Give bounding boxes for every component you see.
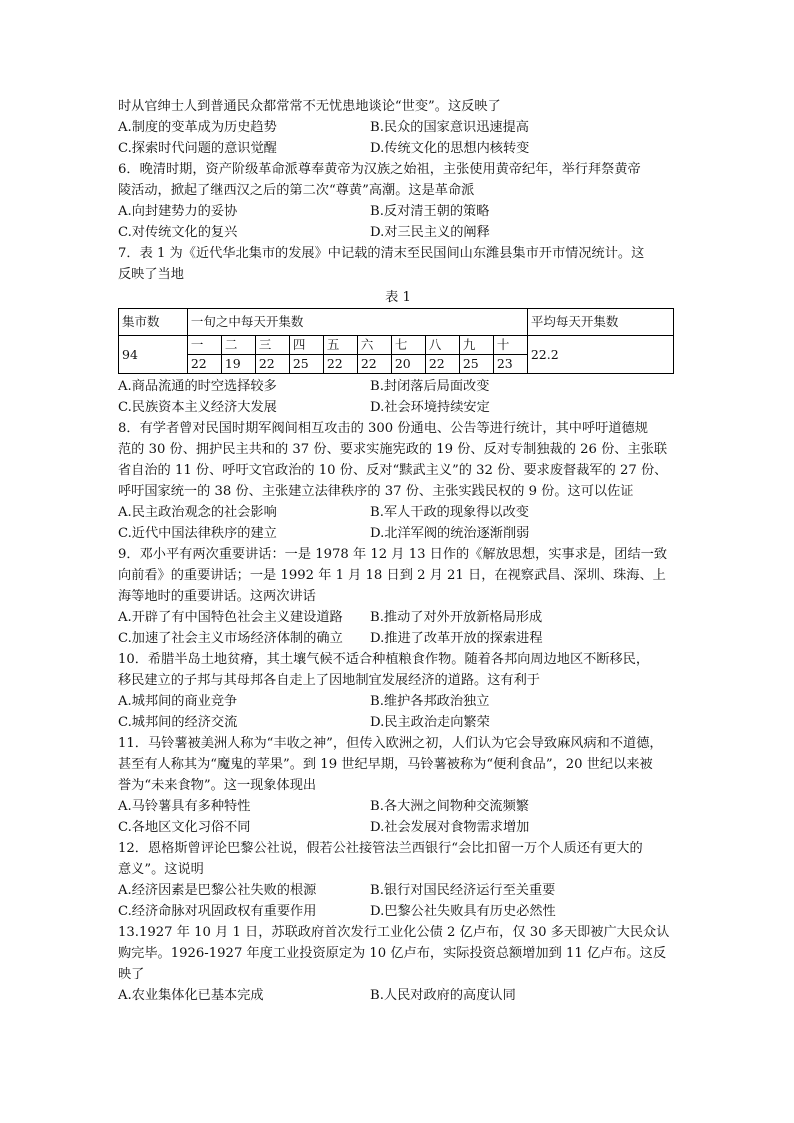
q12-option-d: D.巴黎公社失败具有历史必然性 [370, 904, 556, 919]
q7-option-b: B.封闭落后局面改变 [370, 379, 490, 394]
q13-stem-line2: 购完毕。1926-1927 年度工业投资原定为 10 亿卢布，实际投资总额增加到 11 亿卢布。这反 [118, 946, 667, 961]
q11-options-row2 [118, 817, 678, 838]
q7-option-a: A.商品流通的时空选择较多 [118, 379, 277, 394]
q5-stem: 时从官绅士人到普通民众都常常不无忧患地谈论“世变”。这反映了 [118, 99, 501, 114]
q8-option-b: B.军人干政的现象得以改变 [370, 505, 529, 520]
q10-option-d: D.民主政治走向繁荣 [370, 715, 490, 730]
q13-stem-line3: 映了 [118, 967, 145, 982]
q9-stem-line1: 9．邓小平有两次重要讲话：一是 1978 年 12 月 13 日作的《解放思想，实事求是，团结一致 [118, 547, 668, 562]
q11-option-a: A.马铃薯具有多种特性 [118, 799, 251, 814]
q8-stem-line1: 8．有学者曾对民国时期军阀间相互攻击的 300 份通电、公告等进行统计，其中呼吁道德规 [118, 421, 648, 436]
q6-options-row2 [118, 222, 678, 243]
q8-options-row1 [118, 502, 678, 523]
table-day-count: 23 [493, 355, 527, 374]
table-day-label: 五 [323, 336, 357, 355]
q10-options-row1 [118, 691, 678, 712]
q7-options-row2 [118, 397, 678, 418]
table-day-count: 22 [425, 355, 459, 374]
q10-stem-line2: 移民建立的子邦与其母邦各自走上了因地制宜发展经济的道路。这有利于 [118, 673, 540, 688]
q9-stem-line2: 向前看》的重要讲话；一是 1992 年 1 月 18 日到 2 月 21 日，在视察武昌、深圳、珠海、上 [118, 568, 666, 583]
table-day-label: 十 [493, 336, 527, 355]
q7-stem-line1: 7．表 1 为《近代华北集市的发展》中记载的清末至民国间山东潍县集市开市情况统计。这 [118, 246, 645, 261]
table-day-label: 三 [255, 336, 289, 355]
q6-stem-line2: 陵活动，掀起了继西汉之后的第二次“尊黄”高潮。这是革命派 [118, 183, 475, 198]
q5-option-d: D.传统文化的思想内核转变 [370, 141, 530, 156]
q12-stem-line2: 意义”。这说明 [118, 862, 204, 877]
table-day-label: 七 [391, 336, 425, 355]
q9-options-row1 [118, 607, 678, 628]
q11-option-b: B.各大洲之间物种交流频繁 [370, 799, 529, 814]
q7-option-c: C.民族资本主义经济大发展 [118, 400, 277, 415]
table-day-label: 八 [425, 336, 459, 355]
q8-option-a: A.民主政治观念的社会影响 [118, 505, 277, 520]
q12-options-row2 [118, 901, 678, 922]
table-header-market-count: 集市数 [119, 309, 188, 336]
q8-option-c: C.近代中国法律秩序的建立 [118, 526, 277, 541]
table-day-count: 25 [289, 355, 323, 374]
table-header-average: 平均每天开集数 [527, 309, 673, 336]
q5-option-a: A.制度的变革成为历史趋势 [118, 120, 277, 135]
table-day-count: 22 [187, 355, 221, 374]
table-day-label: 四 [289, 336, 323, 355]
table-cell-market-count: 94 [119, 336, 188, 374]
q6-option-c: C.对传统文化的复兴 [118, 225, 238, 240]
q8-options-row2 [118, 523, 678, 544]
q12-option-c: C.经济命脉对巩固政权有重要作用 [118, 904, 317, 919]
q5-options-row1 [118, 117, 678, 138]
table-day-label: 九 [459, 336, 493, 355]
q10-option-b: B.维护各邦政治独立 [370, 694, 490, 709]
q13-stem-line1: 13.1927 年 10 月 1 日，苏联政府首次发行工业化公债 2 亿卢布，仅 30 多天即被广大民众认 [118, 925, 670, 940]
q11-option-d: D.社会发展对食物需求增加 [370, 820, 530, 835]
q13-option-a: A.农业集体化已基本完成 [118, 988, 264, 1003]
table-header-daily-count: 一旬之中每天开集数 [187, 309, 527, 336]
q9-stem-line3: 海等地时的重要讲话。这两次讲话 [118, 589, 316, 604]
q8-stem-line2: 范的 30 份、拥护民主共和的 37 份、要求实施宪政的 19 份、反对专制独裁的 26 份、主张联 [118, 442, 668, 457]
table-caption: 表 1 [385, 290, 411, 305]
table-day-label: 二 [221, 336, 255, 355]
q8-option-d: D.北洋军阀的统治逐渐削弱 [370, 526, 530, 541]
table-day-count: 20 [391, 355, 425, 374]
q11-stem-line2: 甚至有人称其为“魔鬼的苹果”。到 19 世纪早期，马铃薯被称为“便利食品”，20 世纪以来被 [118, 757, 653, 772]
q8-stem-line4: 呼吁国家统一的 38 份、主张建立法律秩序的 37 份、主张实践民权的 9 份。这可以佐证 [118, 484, 634, 499]
q13-option-b: B.人民对政府的高度认同 [370, 988, 516, 1003]
q12-stem-line1: 12．恩格斯曾评论巴黎公社说，假若公社接管法兰西银行“会比扣留一万个人质还有更大的 [118, 841, 643, 856]
q5-option-b: B.民众的国家意识迅速提高 [370, 120, 529, 135]
q6-options-row1 [118, 201, 678, 222]
q11-stem-line1: 11．马铃薯被美洲人称为“丰收之神”，但传入欧洲之初，人们认为它会导致麻风病和不道德， [118, 736, 663, 751]
q6-option-b: B.反对清王朝的策略 [370, 204, 490, 219]
q12-options-row1 [118, 880, 678, 901]
q10-options-row2 [118, 712, 678, 733]
market-table [118, 308, 674, 374]
q11-option-c: C.各地区文化习俗不同 [118, 820, 251, 835]
q13-options-row1 [118, 985, 678, 1006]
q9-option-d: D.推进了改革开放的探索进程 [370, 631, 543, 646]
q9-option-c: C.加速了社会主义市场经济体制的确立 [118, 631, 343, 646]
table-day-label: 一 [187, 336, 221, 355]
q10-option-a: A.城邦间的商业竞争 [118, 694, 238, 709]
q7-option-d: D.社会环境持续安定 [370, 400, 490, 415]
q6-option-d: D.对三民主义的阐释 [370, 225, 490, 240]
table-day-label: 六 [357, 336, 391, 355]
q6-option-a: A.向封建势力的妥协 [118, 204, 238, 219]
table-day-count: 25 [459, 355, 493, 374]
q6-stem-line1: 6．晚清时期，资产阶级革命派尊奉黄帝为汉族之始祖，主张使用黄帝纪年，举行拜祭黄帝 [118, 162, 641, 177]
q9-option-a: A.开辟了有中国特色社会主义建设道路 [118, 610, 343, 625]
q8-stem-line3: 省自治的 11 份、呼吁文官政治的 10 份、反对“黩武主义”的 32 份、要求废督裁军的 27 份、 [118, 463, 668, 478]
table-day-count: 22 [323, 355, 357, 374]
q5-option-c: C.探索时代问题的意识觉醒 [118, 141, 277, 156]
table-day-count: 22 [255, 355, 289, 374]
q10-option-c: C.城邦间的经济交流 [118, 715, 238, 730]
q11-stem-line3: 誉为“未来食物”。这一现象体现出 [118, 778, 317, 793]
table-day-count: 22 [357, 355, 391, 374]
table-day-count: 19 [221, 355, 255, 374]
q9-option-b: B.推动了对外开放新格局形成 [370, 610, 543, 625]
q9-options-row2 [118, 628, 678, 649]
exam-page [118, 96, 678, 1006]
q7-stem-line2: 反映了当地 [118, 267, 184, 282]
q7-options-row1 [118, 376, 678, 397]
table-cell-average: 22.2 [527, 336, 673, 374]
q10-stem-line1: 10．希腊半岛土地贫瘠，其土壤气候不适合种植粮食作物。随着各邦向周边地区不断移民， [118, 652, 650, 667]
q11-options-row1 [118, 796, 678, 817]
q12-option-a: A.经济因素是巴黎公社失败的根源 [118, 883, 317, 898]
q12-option-b: B.银行对国民经济运行至关重要 [370, 883, 556, 898]
q5-options-row2 [118, 138, 678, 159]
